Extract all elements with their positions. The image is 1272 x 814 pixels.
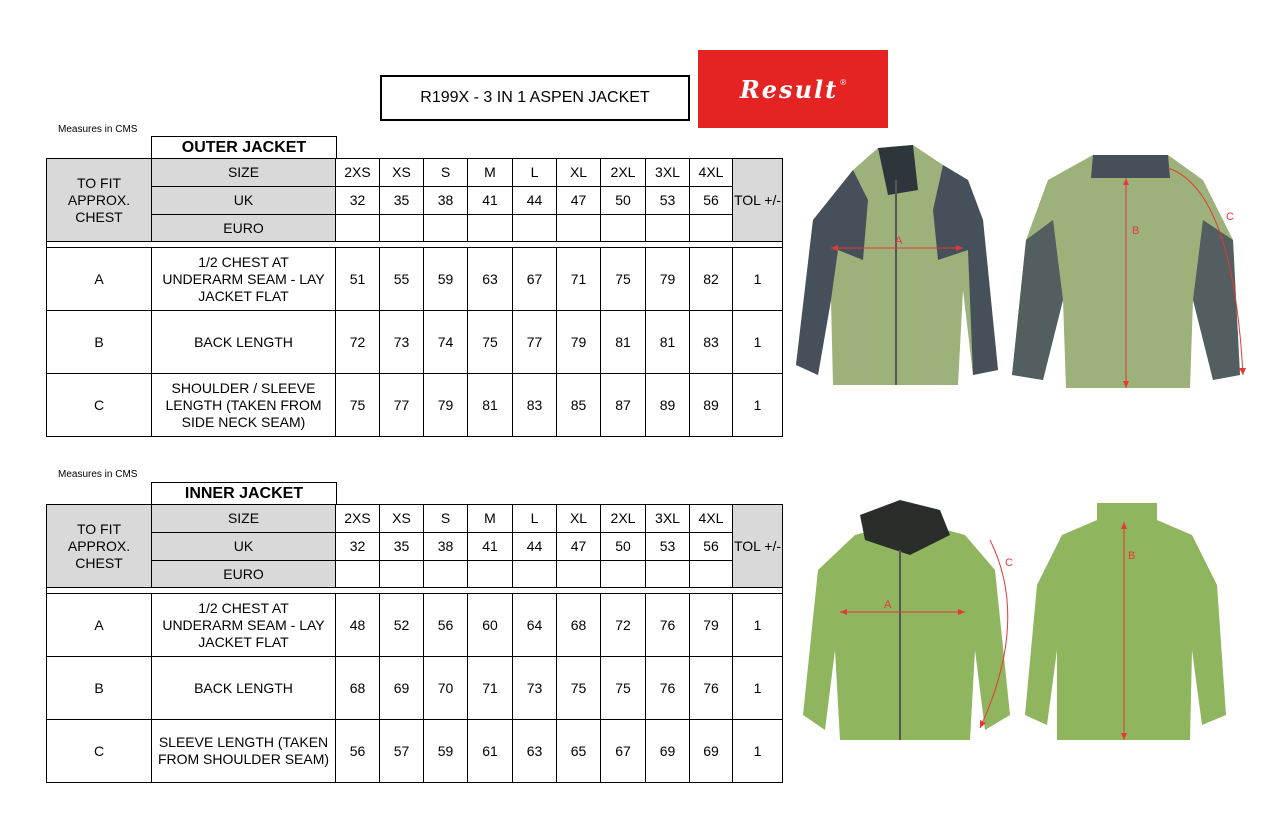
measure-label-c: C <box>1005 557 1013 569</box>
measure-cell: 73 <box>513 657 557 720</box>
measure-cell: 69 <box>380 657 424 720</box>
product-title-box <box>380 75 690 121</box>
measure-cell: 76 <box>646 657 690 720</box>
size-header: 4XL <box>690 505 733 533</box>
tol-header: TOL +/- <box>733 505 783 588</box>
row-key: B <box>47 311 152 374</box>
uk-value: 44 <box>513 187 557 215</box>
measure-cell: 71 <box>468 657 513 720</box>
inner-jacket-title: INNER JACKET <box>151 482 337 504</box>
uk-value: 56 <box>690 533 733 561</box>
size-header: 3XL <box>646 159 690 187</box>
euro-value <box>336 215 380 242</box>
measure-cell: 79 <box>690 594 733 657</box>
inner-jacket-front-image <box>800 500 1025 745</box>
uk-value: 41 <box>468 533 513 561</box>
measure-cell: 60 <box>468 594 513 657</box>
row-desc: BACK LENGTH <box>152 657 336 720</box>
euro-value <box>380 561 424 588</box>
uk-label: UK <box>152 187 336 215</box>
uk-label: UK <box>152 533 336 561</box>
measure-cell: 82 <box>690 248 733 311</box>
euro-value <box>380 215 424 242</box>
size-header: S <box>424 505 468 533</box>
measure-cell: 75 <box>557 657 601 720</box>
measure-label-a: A <box>895 235 903 247</box>
measure-cell: 73 <box>380 311 424 374</box>
measure-cell: 81 <box>646 311 690 374</box>
row-key: C <box>47 374 152 437</box>
size-header: M <box>468 505 513 533</box>
measure-cell: 74 <box>424 311 468 374</box>
euro-value <box>513 561 557 588</box>
measure-cell: 83 <box>690 311 733 374</box>
uk-value: 41 <box>468 187 513 215</box>
euro-value <box>690 561 733 588</box>
size-header: XS <box>380 505 424 533</box>
euro-label: EURO <box>152 215 336 242</box>
measure-cell: 65 <box>557 720 601 783</box>
measure-cell: 81 <box>468 374 513 437</box>
measure-cell: 76 <box>646 594 690 657</box>
row-desc: 1/2 CHEST AT UNDERARM SEAM - LAY JACKET FLAT <box>152 594 336 657</box>
outer-jacket-front-image <box>793 140 1003 390</box>
row-desc: SHOULDER / SLEEVE LENGTH (TAKEN FROM SIDE NECK SEAM) <box>152 374 336 437</box>
tol-cell: 1 <box>733 594 783 657</box>
measure-cell: 57 <box>380 720 424 783</box>
result-logo <box>698 50 888 128</box>
measures-note: Measures in CMS <box>58 124 138 135</box>
uk-value: 32 <box>336 187 380 215</box>
uk-value: 38 <box>424 533 468 561</box>
size-header: 2XL <box>601 159 646 187</box>
measure-cell: 51 <box>336 248 380 311</box>
measure-label-b: B <box>1132 225 1140 237</box>
measure-cell: 64 <box>513 594 557 657</box>
euro-value <box>336 561 380 588</box>
measure-cell: 59 <box>424 720 468 783</box>
euro-label: EURO <box>152 561 336 588</box>
measure-cell: 75 <box>468 311 513 374</box>
row-desc: SLEEVE LENGTH (TAKEN FROM SHOULDER SEAM) <box>152 720 336 783</box>
measure-cell: 69 <box>690 720 733 783</box>
measures-note: Measures in CMS <box>58 469 138 480</box>
euro-value <box>424 561 468 588</box>
logo-text: Result <box>739 74 839 104</box>
size-header: 3XL <box>646 505 690 533</box>
uk-value: 35 <box>380 187 424 215</box>
euro-value <box>424 215 468 242</box>
row-key: A <box>47 248 152 311</box>
size-header: XL <box>557 505 601 533</box>
row-desc: BACK LENGTH <box>152 311 336 374</box>
measure-cell: 79 <box>646 248 690 311</box>
tol-header: TOL +/- <box>733 159 783 242</box>
size-header: L <box>513 505 557 533</box>
measure-cell: 68 <box>557 594 601 657</box>
outer-jacket-title: OUTER JACKET <box>151 136 337 158</box>
euro-value <box>468 561 513 588</box>
measure-cell: 76 <box>690 657 733 720</box>
outer-jacket-size-table <box>46 158 783 437</box>
to-fit-label: TO FIT APPROX. CHEST <box>47 505 152 588</box>
registered-mark: ® <box>840 78 847 87</box>
euro-value <box>601 561 646 588</box>
measure-cell: 48 <box>336 594 380 657</box>
row-key: C <box>47 720 152 783</box>
uk-value: 32 <box>336 533 380 561</box>
uk-value: 38 <box>424 187 468 215</box>
tol-cell: 1 <box>733 374 783 437</box>
size-header: 2XL <box>601 505 646 533</box>
uk-value: 47 <box>557 533 601 561</box>
euro-value <box>557 561 601 588</box>
measure-cell: 59 <box>424 248 468 311</box>
measure-label-b: B <box>1128 550 1136 562</box>
measure-cell: 77 <box>513 311 557 374</box>
row-key: A <box>47 594 152 657</box>
euro-value <box>513 215 557 242</box>
measure-cell: 75 <box>336 374 380 437</box>
measure-cell: 89 <box>690 374 733 437</box>
measure-cell: 67 <box>513 248 557 311</box>
uk-value: 35 <box>380 533 424 561</box>
measure-cell: 63 <box>513 720 557 783</box>
measure-cell: 68 <box>336 657 380 720</box>
uk-value: 47 <box>557 187 601 215</box>
measure-cell: 75 <box>601 248 646 311</box>
size-label: SIZE <box>152 505 336 533</box>
euro-value <box>646 561 690 588</box>
outer-jacket-back-image <box>1008 150 1262 395</box>
measure-cell: 56 <box>424 594 468 657</box>
size-header: M <box>468 159 513 187</box>
measure-cell: 71 <box>557 248 601 311</box>
measure-cell: 79 <box>557 311 601 374</box>
uk-value: 56 <box>690 187 733 215</box>
euro-value <box>557 215 601 242</box>
uk-value: 44 <box>513 533 557 561</box>
measure-cell: 63 <box>468 248 513 311</box>
euro-value <box>646 215 690 242</box>
inner-jacket-size-table <box>46 504 783 783</box>
measure-cell: 67 <box>601 720 646 783</box>
size-header: 2XS <box>336 505 380 533</box>
measure-cell: 87 <box>601 374 646 437</box>
measure-cell: 55 <box>380 248 424 311</box>
size-header: 4XL <box>690 159 733 187</box>
measure-cell: 52 <box>380 594 424 657</box>
measure-cell: 56 <box>336 720 380 783</box>
measure-cell: 61 <box>468 720 513 783</box>
measure-cell: 77 <box>380 374 424 437</box>
uk-value: 53 <box>646 533 690 561</box>
measure-cell: 89 <box>646 374 690 437</box>
measure-cell: 70 <box>424 657 468 720</box>
size-header: 2XS <box>336 159 380 187</box>
measure-cell: 72 <box>601 594 646 657</box>
measure-label-c: C <box>1226 211 1234 223</box>
size-header: XL <box>557 159 601 187</box>
size-header: S <box>424 159 468 187</box>
euro-value <box>690 215 733 242</box>
uk-value: 53 <box>646 187 690 215</box>
euro-value <box>468 215 513 242</box>
uk-value: 50 <box>601 187 646 215</box>
tol-cell: 1 <box>733 657 783 720</box>
size-header: L <box>513 159 557 187</box>
to-fit-label: TO FIT APPROX. CHEST <box>47 159 152 242</box>
tol-cell: 1 <box>733 720 783 783</box>
measure-cell: 81 <box>601 311 646 374</box>
measure-cell: 72 <box>336 311 380 374</box>
size-label: SIZE <box>152 159 336 187</box>
measure-label-a: A <box>884 599 892 611</box>
measure-cell: 79 <box>424 374 468 437</box>
size-header: XS <box>380 159 424 187</box>
measure-cell: 85 <box>557 374 601 437</box>
euro-value <box>601 215 646 242</box>
row-desc: 1/2 CHEST AT UNDERARM SEAM - LAY JACKET FLAT <box>152 248 336 311</box>
measure-cell: 75 <box>601 657 646 720</box>
uk-value: 50 <box>601 533 646 561</box>
tol-cell: 1 <box>733 248 783 311</box>
measure-cell: 83 <box>513 374 557 437</box>
inner-jacket-back-image <box>1022 500 1230 745</box>
tol-cell: 1 <box>733 311 783 374</box>
product-title: R199X - 3 IN 1 ASPEN JACKET <box>420 89 650 106</box>
row-key: B <box>47 657 152 720</box>
measure-cell: 69 <box>646 720 690 783</box>
